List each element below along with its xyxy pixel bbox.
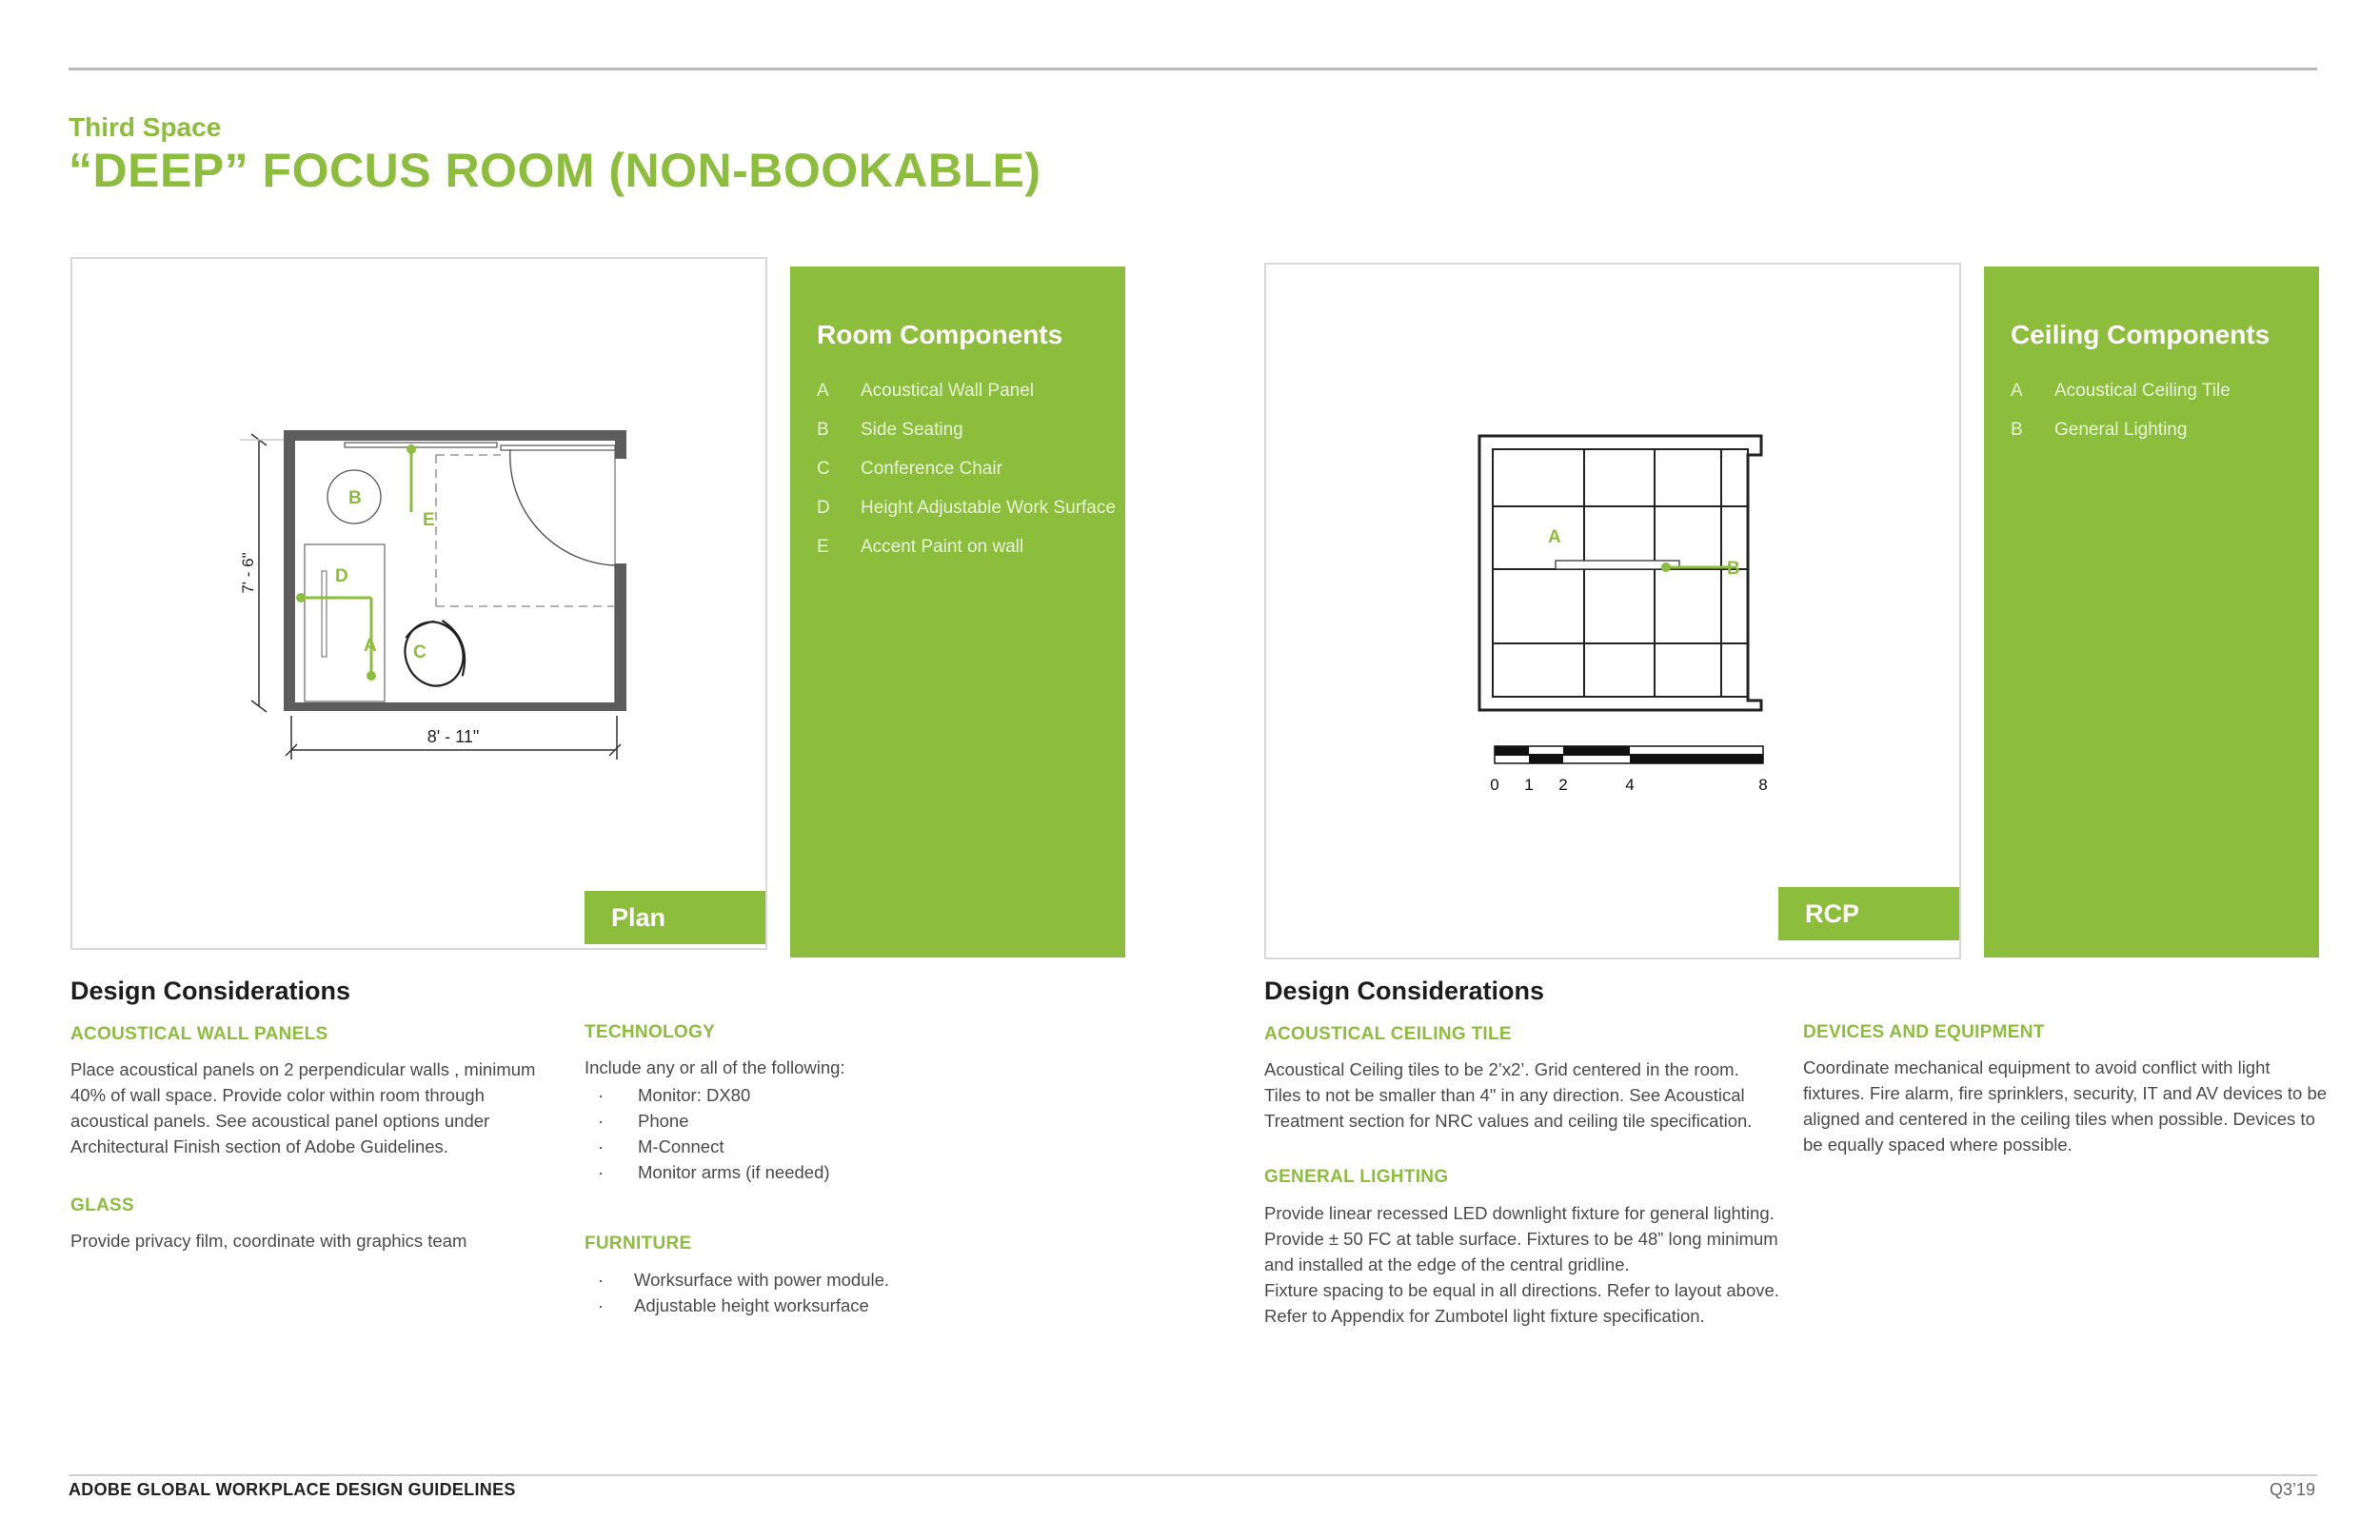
scale-label: 8 — [1758, 776, 1768, 794]
rcp-marker-b: B — [1727, 559, 1740, 579]
list-item: · M-Connect — [598, 1136, 724, 1156]
ceiling-components-title: Ceiling Components — [2011, 320, 2271, 349]
plan-drawing-frame — [70, 257, 767, 950]
technology-intro: Include any or all of the following: — [585, 1057, 845, 1077]
acoustical-panels-text: Place acoustical panels on 2 perpendicular walls , minimum 40% of wall space. Provide color within room through acoustical panels. See acoustical panel options under Architectural Finish section of Adobe Guidelines. — [70, 1059, 536, 1156]
glass-heading: GLASS — [70, 1195, 134, 1215]
list-item: C Conference Chair — [817, 459, 1002, 479]
room-components-title: Room Components — [817, 320, 1063, 349]
footer-divider — [69, 1474, 2317, 1476]
footer-title: ADOBE GLOBAL WORKPLACE DESIGN GUIDELINES — [69, 1480, 516, 1499]
rcp-drawing-frame — [1264, 263, 1961, 959]
marker-c: C — [413, 642, 426, 662]
marker-e: E — [423, 510, 435, 530]
room-components-list — [817, 381, 1116, 576]
ceiling-components-panel — [1984, 267, 2319, 958]
ceiling-tile-text: Acoustical Ceiling tiles to be 2’x2’. Grid centered in the room. Tiles to not be smaller than 4" in any direction. See Acoustical Treatment section for NRC values and ceiling tile specification. — [1264, 1059, 1753, 1131]
marker-a: A — [364, 636, 377, 656]
plan-height-dimension: 7' - 6" — [239, 552, 257, 594]
list-item: E Accent Paint on wall — [817, 537, 1024, 557]
furniture-heading: FURNITURE — [585, 1234, 692, 1254]
plan-width-dimension: 8' - 11" — [426, 727, 480, 746]
page-title: “DEEP” FOCUS ROOM (NON-BOOKABLE) — [69, 144, 1041, 197]
ceiling-tile-heading: ACOUSTICAL CEILING TILE — [1264, 1024, 1512, 1044]
list-item: A Acoustical Ceiling Tile — [2011, 381, 2231, 401]
list-item: · Adjustable height worksurface — [598, 1295, 869, 1315]
marker-b: B — [348, 488, 362, 508]
devices-heading: DEVICES AND EQUIPMENT — [1803, 1022, 2045, 1042]
list-item: · Worksurface with power module. — [598, 1270, 890, 1290]
scale-label: 0 — [1490, 776, 1499, 794]
plan-tag: Plan — [585, 891, 765, 944]
rcp-tag: RCP — [1778, 887, 1959, 940]
scale-bar — [1495, 746, 1763, 763]
furniture-list — [585, 1267, 889, 1318]
light-fixture-symbol — [1556, 561, 1679, 569]
right-design-considerations-title: Design Considerations — [1264, 977, 1545, 1005]
reflected-ceiling-plan-drawing — [1266, 265, 1959, 958]
floor-plan-drawing — [72, 259, 765, 948]
rcp-marker-a: A — [1548, 527, 1561, 547]
acoustical-panels-heading: ACOUSTICAL WALL PANELS — [70, 1024, 328, 1044]
ceiling-grid — [1493, 449, 1748, 697]
list-item: B General Lighting — [2011, 420, 2188, 440]
list-item: · Phone — [598, 1111, 689, 1131]
left-design-considerations-title: Design Considerations — [70, 977, 351, 1005]
technology-heading: TECHNOLOGY — [585, 1022, 716, 1042]
room-components-panel — [790, 267, 1125, 958]
list-item: · Monitor: DX80 — [598, 1085, 751, 1105]
list-item: B Side Seating — [817, 420, 963, 440]
general-lighting-text: Provide linear recessed LED downlight fixture for general lighting. Provide ± 50 FC at table surface. Fixtures to be 48” long minimum and installed at the edge of the central gridline. Fixture spacing to be equal in all directions. Refer to layout above. Refer to Appendix for Zumbotel light fixture specification. — [1264, 1203, 1779, 1326]
scale-label: 4 — [1625, 776, 1635, 794]
marker-d: D — [335, 566, 348, 586]
list-item: · Monitor arms (if needed) — [598, 1162, 830, 1182]
general-lighting-heading: GENERAL LIGHTING — [1264, 1167, 1449, 1187]
section-subtitle: Third Space — [69, 112, 222, 142]
list-item: D Height Adjustable Work Surface — [817, 498, 1116, 518]
ceiling-components-list — [2011, 381, 2231, 459]
footer-date: Q3’19 — [2269, 1480, 2315, 1499]
scale-label: 2 — [1558, 776, 1568, 794]
top-divider — [69, 68, 2317, 70]
technology-list — [585, 1082, 830, 1185]
scale-label: 1 — [1524, 776, 1534, 794]
glass-text: Provide privacy film, coordinate with graphics team — [70, 1231, 467, 1251]
list-item: A Acoustical Wall Panel — [817, 381, 1034, 401]
devices-text: Coordinate mechanical equipment to avoid conflict with light fixtures. Fire alarm, fire sprinklers, security, IT and AV devices to be aligned and centered in the ceiling tiles when possible. Devices to be equally spaced where possible. — [1803, 1057, 2328, 1155]
